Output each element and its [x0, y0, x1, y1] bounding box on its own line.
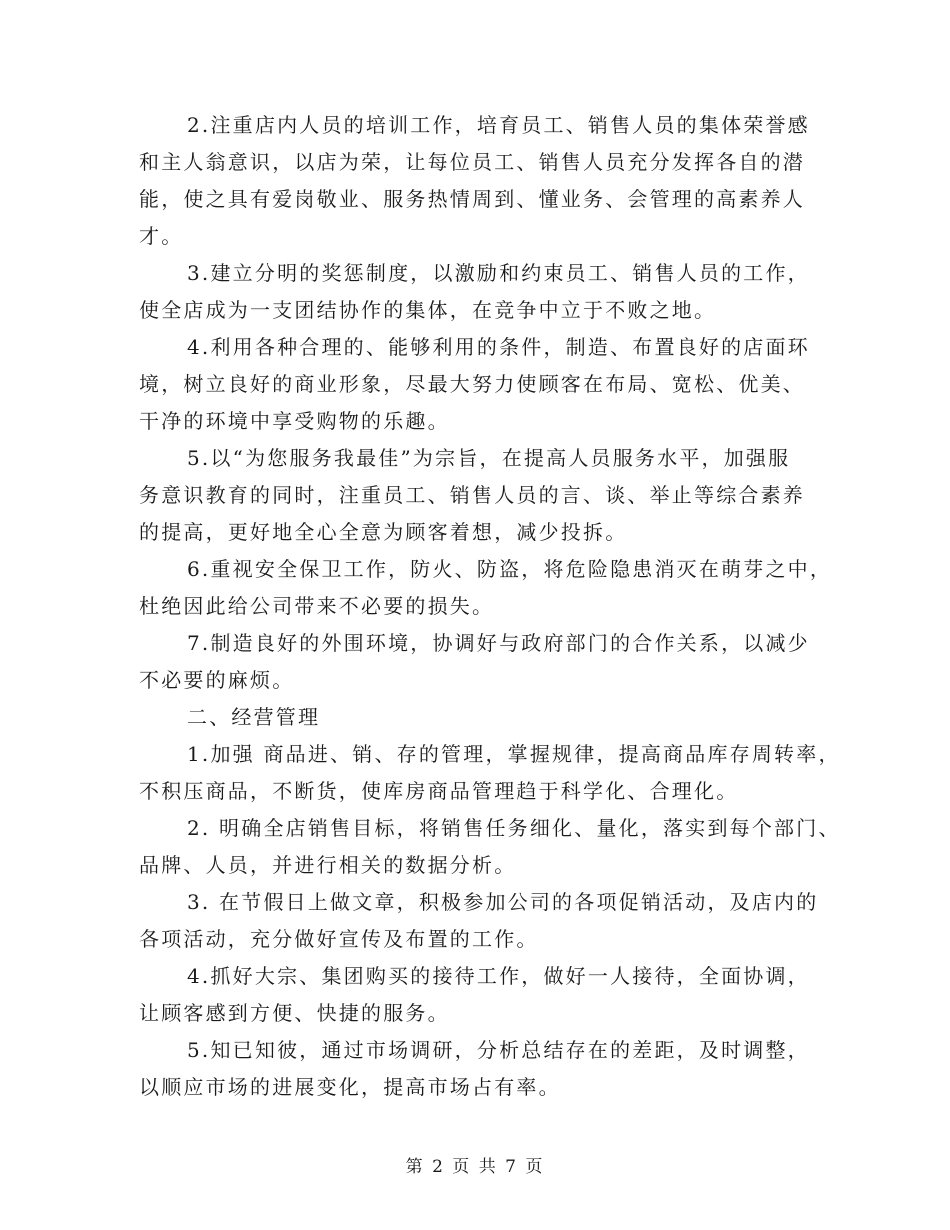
- text-line: 才。: [139, 224, 184, 248]
- text-line: 3.建立分明的奖惩制度，以激励和约束员工、销售人员的工作，: [187, 261, 810, 285]
- text-line: 干净的环境中享受购物的乐趣。: [139, 409, 450, 433]
- text-line: 2. 明确全店销售目标，将销售任务细化、量化，落实到每个部门、: [187, 816, 841, 840]
- text-line: 务意识教育的同时，注重员工、销售人员的言、谈、举止等综合素养: [139, 483, 805, 507]
- text-line: 的提高，更好地全心全意为顾客着想，减少投拆。: [139, 520, 628, 544]
- page-number-label: 第 2 页 共 7 页: [405, 1157, 545, 1177]
- text-line: 能，使之具有爱岗敬业、服务热情周到、懂业务、会管理的高素养人: [139, 187, 805, 211]
- text-line: 不必要的麻烦。: [139, 668, 295, 692]
- text-line: 6.重视安全保卫工作，防火、防盗，将危险隐患消灭在萌芽之中，: [187, 557, 833, 581]
- paragraph: [139, 107, 829, 255]
- text-line: 各项活动，充分做好宣传及布置的工作。: [139, 927, 539, 951]
- text-line: 5.知已知彼，通过市场调研，分析总结存在的差距，及时调整，: [187, 1038, 810, 1062]
- text-line: 3. 在节假日上做文章，积极参加公司的各项促销活动，及店内的: [187, 890, 819, 914]
- text-line: 使全店成为一支团结协作的集体，在竞争中立于不败之地。: [139, 298, 717, 322]
- text-line: 境，树立良好的商业形象，尽最大努力使顾客在布局、宽松、优美、: [139, 372, 805, 396]
- paragraph: [139, 551, 833, 625]
- paragraph: [139, 736, 841, 810]
- section-heading-text: 二、经营管理: [187, 705, 321, 729]
- text-line: 1.加强 商品进、销、存的管理，掌握规律，提高商品库存周转率，: [187, 742, 841, 766]
- paragraph: [139, 958, 829, 1032]
- text-line: 5.以“为您服务我最佳”为宗旨，在提高人员服务水平，加强服: [187, 446, 791, 470]
- text-line: 和主人翁意识，以店为荣，让每位员工、销售人员充分发挥各自的潜: [139, 150, 805, 174]
- document-body: [139, 107, 841, 1106]
- text-line: 4.抓好大宗、集团购买的接待工作，做好一人接待，全面协调，: [187, 964, 810, 988]
- paragraph: [139, 255, 829, 329]
- text-line: 以顺应市场的进展变化，提高市场占有率。: [139, 1075, 561, 1099]
- paragraph: [139, 625, 829, 699]
- text-line: 2.注重店内人员的培训工作，培育员工、销售人员的集体荣誉感: [187, 113, 810, 137]
- text-line: 4.利用各种合理的、能够利用的条件，制造、布置良好的店面环: [187, 335, 810, 359]
- page-footer: [0, 1152, 950, 1177]
- text-line: 品牌、人员，并进行相关的数据分析。: [139, 853, 517, 877]
- section-heading: [139, 699, 829, 736]
- paragraph: [139, 884, 829, 958]
- text-line: 杜绝因此给公司带来不必要的损失。: [139, 594, 495, 618]
- text-line: 7.制造良好的外围环境，协调好与政府部门的合作关系，以减少: [187, 631, 810, 655]
- paragraph: [139, 1032, 829, 1106]
- paragraph: [139, 810, 841, 884]
- paragraph: [139, 329, 829, 440]
- text-line: 不积压商品，不断货，使库房商品管理趋于科学化、合理化。: [139, 779, 739, 803]
- paragraph: [139, 440, 829, 551]
- text-line: 让顾客感到方便、快捷的服务。: [139, 1001, 450, 1025]
